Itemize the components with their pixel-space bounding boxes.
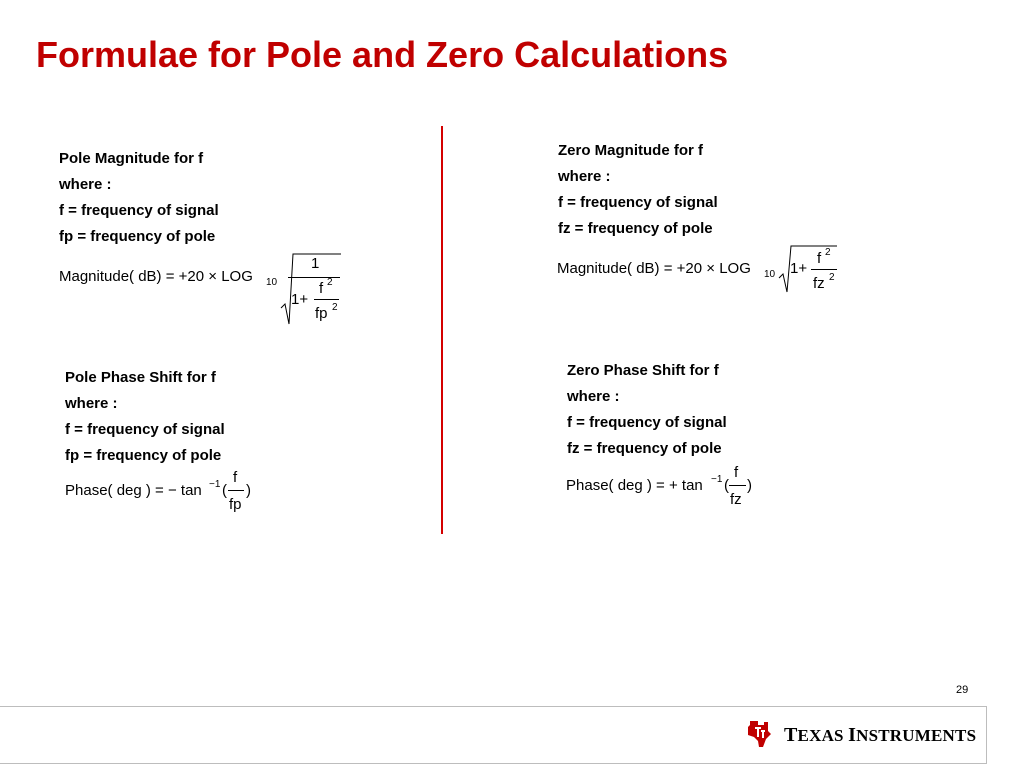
pole-magnitude-lhs: Magnitude( dB) = +20 × LOG	[59, 268, 253, 285]
vertical-divider	[441, 126, 443, 534]
zero-magnitude-def-f: f = frequency of signal	[558, 194, 718, 211]
wordmark-letter-i: I	[848, 724, 857, 746]
zero-magnitude-lhs: Magnitude( dB) = +20 × LOG	[557, 260, 751, 277]
zero-phase-lhs: Phase( deg ) = + tan	[566, 477, 703, 494]
pole-magnitude-inner-fraction-bar	[314, 299, 339, 300]
pole-magnitude-heading: Pole Magnitude for f	[59, 150, 204, 167]
zero-magnitude-f: f	[817, 250, 822, 267]
zero-phase-open-paren: (	[724, 477, 729, 494]
pole-magnitude-den-f-exp: 2	[327, 277, 333, 288]
texas-instruments-logo-icon	[746, 719, 772, 749]
pole-phase-lhs: Phase( deg ) = − tan	[65, 482, 202, 499]
pole-magnitude-den-fp-exp: 2	[332, 302, 338, 313]
zero-magnitude-fraction-bar	[811, 269, 837, 270]
zero-phase-formula	[566, 464, 786, 510]
zero-phase-definitions	[567, 358, 727, 462]
zero-magnitude-formula	[557, 244, 857, 294]
page-title: Formulae for Pole and Zero Calculations	[36, 34, 729, 75]
zero-magnitude-def-fz: fz = frequency of pole	[558, 220, 713, 237]
wordmark-exas: EXAS	[797, 726, 844, 745]
pole-phase-numerator: f	[233, 469, 238, 486]
zero-magnitude-fz-exp: 2	[829, 272, 835, 283]
pole-magnitude-def-fp: fp = frequency of pole	[59, 228, 216, 245]
zero-magnitude-where: where :	[558, 168, 611, 185]
zero-magnitude-heading: Zero Magnitude for f	[558, 142, 703, 159]
zero-phase-close-paren: )	[747, 477, 752, 494]
zero-phase-heading: Zero Phase Shift for f	[567, 362, 719, 379]
pole-magnitude-def-f: f = frequency of signal	[59, 202, 219, 219]
zero-magnitude-f-exp: 2	[825, 247, 831, 258]
pole-magnitude-den-fp: fp	[315, 305, 328, 322]
pole-phase-where: where :	[65, 395, 118, 412]
zero-phase-where: where :	[567, 388, 620, 405]
zero-phase-exponent: −1	[711, 474, 723, 485]
wordmark-letter-t: T	[784, 724, 798, 746]
zero-magnitude-definitions	[558, 138, 718, 242]
pole-magnitude-where: where :	[59, 176, 112, 193]
zero-phase-def-fz: fz = frequency of pole	[567, 440, 722, 457]
pole-phase-def-f: f = frequency of signal	[65, 421, 225, 438]
pole-magnitude-den-f: f	[319, 280, 324, 297]
page-number: 29	[956, 684, 969, 696]
zero-phase-numerator: f	[734, 464, 739, 481]
pole-magnitude-numerator: 1	[311, 255, 320, 272]
zero-phase-fraction-bar	[729, 485, 746, 486]
pole-magnitude-formula	[59, 250, 359, 330]
pole-phase-fraction-bar	[228, 490, 244, 491]
zero-magnitude-one: 1+	[790, 260, 808, 277]
pole-phase-exponent: −1	[209, 479, 221, 490]
pole-phase-open-paren: (	[222, 482, 227, 499]
pole-phase-close-paren: )	[246, 482, 251, 499]
pole-phase-denominator: fp	[229, 496, 242, 513]
zero-phase-def-f: f = frequency of signal	[567, 414, 727, 431]
pole-magnitude-den-one: 1+	[291, 291, 309, 308]
zero-phase-denominator: fz	[730, 491, 742, 508]
wordmark-nstruments: NSTRUMENTS	[856, 726, 977, 745]
pole-phase-heading: Pole Phase Shift for f	[65, 369, 216, 386]
pole-magnitude-log-base: 10	[266, 277, 278, 288]
pole-magnitude-definitions	[59, 146, 219, 250]
zero-magnitude-log-base: 10	[764, 269, 776, 280]
pole-phase-definitions	[65, 365, 225, 469]
pole-phase-formula	[65, 468, 285, 514]
pole-phase-def-fp: fp = frequency of pole	[65, 447, 222, 464]
texas-instruments-wordmark	[784, 724, 976, 747]
zero-magnitude-fz: fz	[813, 275, 825, 292]
